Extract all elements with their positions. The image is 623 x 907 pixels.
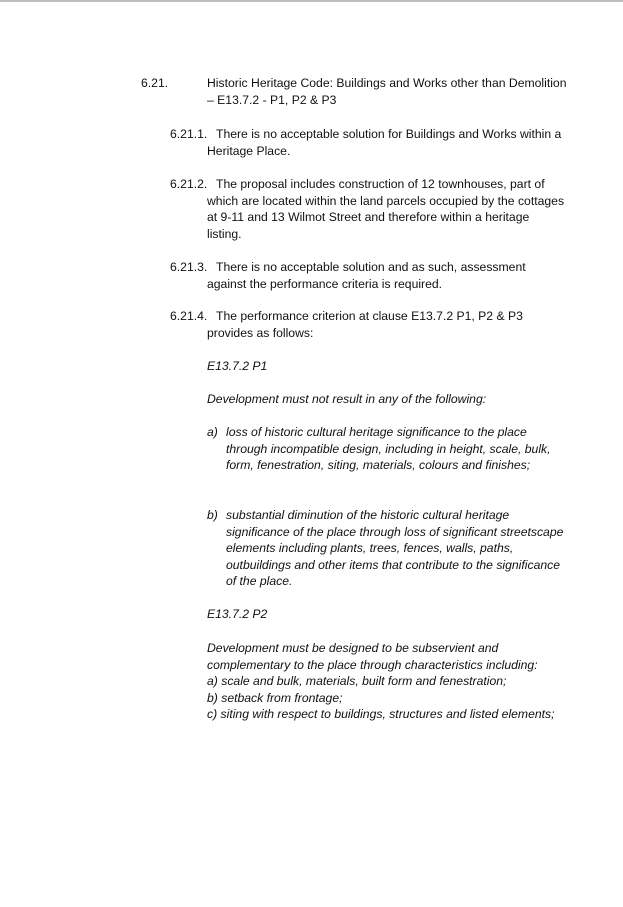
clause-item xyxy=(170,259,565,292)
clause-number: 6.21.1. xyxy=(170,127,208,141)
p2-heading: E13.7.2 P2 xyxy=(207,607,268,621)
p2-line: b) setback from frontage; xyxy=(207,690,343,705)
list-text: loss of historic cultural heritage significance to the place through incompatible design, including in height, scale, bulk, form, fenestration, siting, materials, colours and finishes; xyxy=(226,425,551,473)
p2-line: c) siting with respect to buildings, structures and listed elements; xyxy=(207,707,555,722)
p2-intro: Development must be designed to be subservient and complementary to the place through characteristics including: xyxy=(207,641,538,672)
document-page xyxy=(0,2,623,907)
list-text: substantial diminution of the historic cultural heritage significance of the place through loss of significant streetscape elements including plants, trees, fences, walls, paths, outbuildings and other items that contribute to the significance of the place. xyxy=(226,508,564,589)
clause-text: The performance criterion at clause E13.7.2 P1, P2 & P3 provides as follows: xyxy=(207,309,523,340)
p2-line: a) scale and bulk, materials, built form and fenestration; xyxy=(207,674,507,689)
p1-list-item xyxy=(207,424,567,474)
clause-number: 6.21.3. xyxy=(170,260,208,274)
clause-number: 6.21.4. xyxy=(170,309,208,323)
section-number: 6.21. xyxy=(141,76,169,90)
clause-text: There is no acceptable solution for Buildings and Works within a Heritage Place. xyxy=(207,127,562,158)
section-title: Historic Heritage Code: Buildings and Works other than Demolition – E13.7.2 - P1, P2 & P3 xyxy=(207,76,567,107)
clause-number: 6.21.2. xyxy=(170,177,208,191)
list-marker: a) xyxy=(207,425,218,439)
clause-item xyxy=(170,126,565,159)
clause-item xyxy=(170,308,565,341)
clause-text: There is no acceptable solution and as such, assessment against the performance criteria is required. xyxy=(207,260,526,291)
p1-list-item xyxy=(207,507,567,590)
p2-body xyxy=(207,640,567,723)
list-marker: b) xyxy=(207,508,218,522)
clause-item xyxy=(170,176,565,242)
p1-heading: E13.7.2 P1 xyxy=(207,359,268,373)
clause-text: The proposal includes construction of 12 townhouses, part of which are located within the land parcels occupied by the cottages at 9-11 and 13 Wilmot Street and therefore within a heritage listing. xyxy=(207,177,565,241)
p1-intro: Development must not result in any of the following: xyxy=(207,392,487,406)
